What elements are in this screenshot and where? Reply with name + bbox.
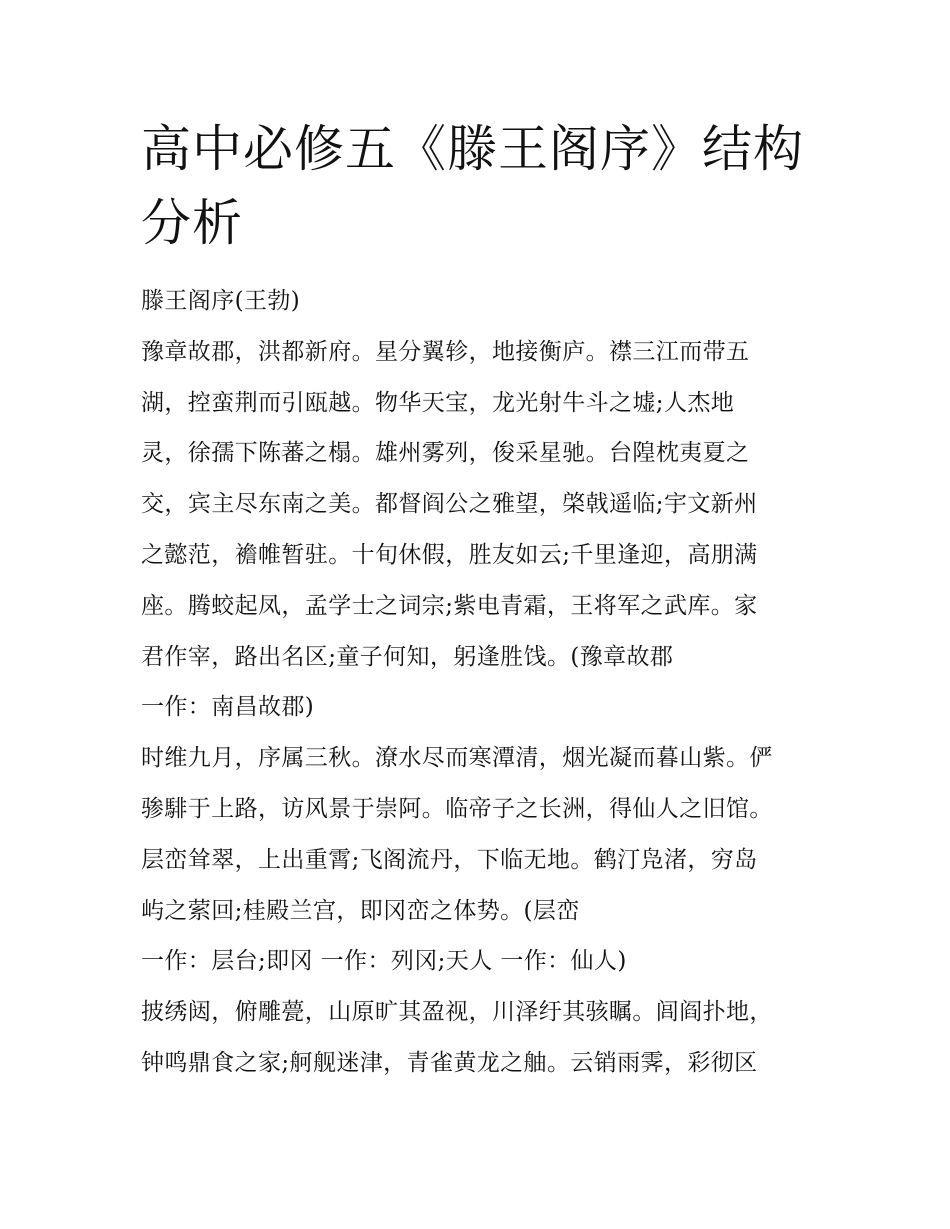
subtitle-line: 滕王阁序(王勃) bbox=[141, 288, 301, 314]
text-line: 之懿范，襜帷暂驻。十旬休假，胜友如云;千里逢迎，高朋满 bbox=[141, 541, 758, 568]
text-line: 骖騑于上路，访风景于崇阿。临帝子之长洲，得仙人之旧馆。 bbox=[141, 795, 773, 822]
text-line: 钟鸣鼎食之家;舸舰迷津，青雀黄龙之舳。云销雨霁，彩彻区 bbox=[141, 1049, 758, 1076]
text-line: 座。腾蛟起凤，孟学士之词宗;紫电青霜，王将军之武库。家 bbox=[141, 592, 758, 619]
text-line: 披绣闼，俯雕甍，山原旷其盈视，川泽纡其骇瞩。闾阎扑地， bbox=[141, 999, 773, 1026]
title-line: 分析 bbox=[141, 194, 243, 252]
text-line: 湖，控蛮荆而引瓯越。物华天宝，龙光射牛斗之墟;人杰地 bbox=[141, 389, 735, 416]
page-title bbox=[141, 112, 821, 260]
text-line: 豫章故郡，洪都新府。星分翼轸，地接衡庐。襟三江而带五 bbox=[141, 338, 750, 365]
title-line: 高中必修五《滕王阁序》结构 bbox=[141, 120, 804, 178]
text-line: 君作宰，路出名区;童子何知，躬逢胜饯。(豫章故郡 bbox=[141, 643, 674, 670]
text-line: 一作：南昌故郡) bbox=[141, 694, 315, 721]
text-line: 时维九月，序属三秋。潦水尽而寒潭清，烟光凝而暮山紫。俨 bbox=[141, 745, 773, 772]
text-line: 交，宾主尽东南之美。都督阎公之雅望，棨戟遥临;宇文新州 bbox=[141, 491, 758, 518]
text-line: 灵，徐孺下陈蕃之榻。雄州雾列，俊采星驰。台隍枕夷夏之 bbox=[141, 440, 750, 467]
text-line: 屿之萦回;桂殿兰宫，即冈峦之体势。(层峦 bbox=[141, 897, 580, 924]
document-body bbox=[141, 276, 831, 1089]
text-line: 一作：层台;即冈 一作：列冈;天人 一作：仙人) bbox=[141, 948, 627, 975]
text-line: 层峦耸翠，上出重霄;飞阁流丹，下临无地。鹤汀凫渚，穷岛 bbox=[141, 846, 758, 873]
